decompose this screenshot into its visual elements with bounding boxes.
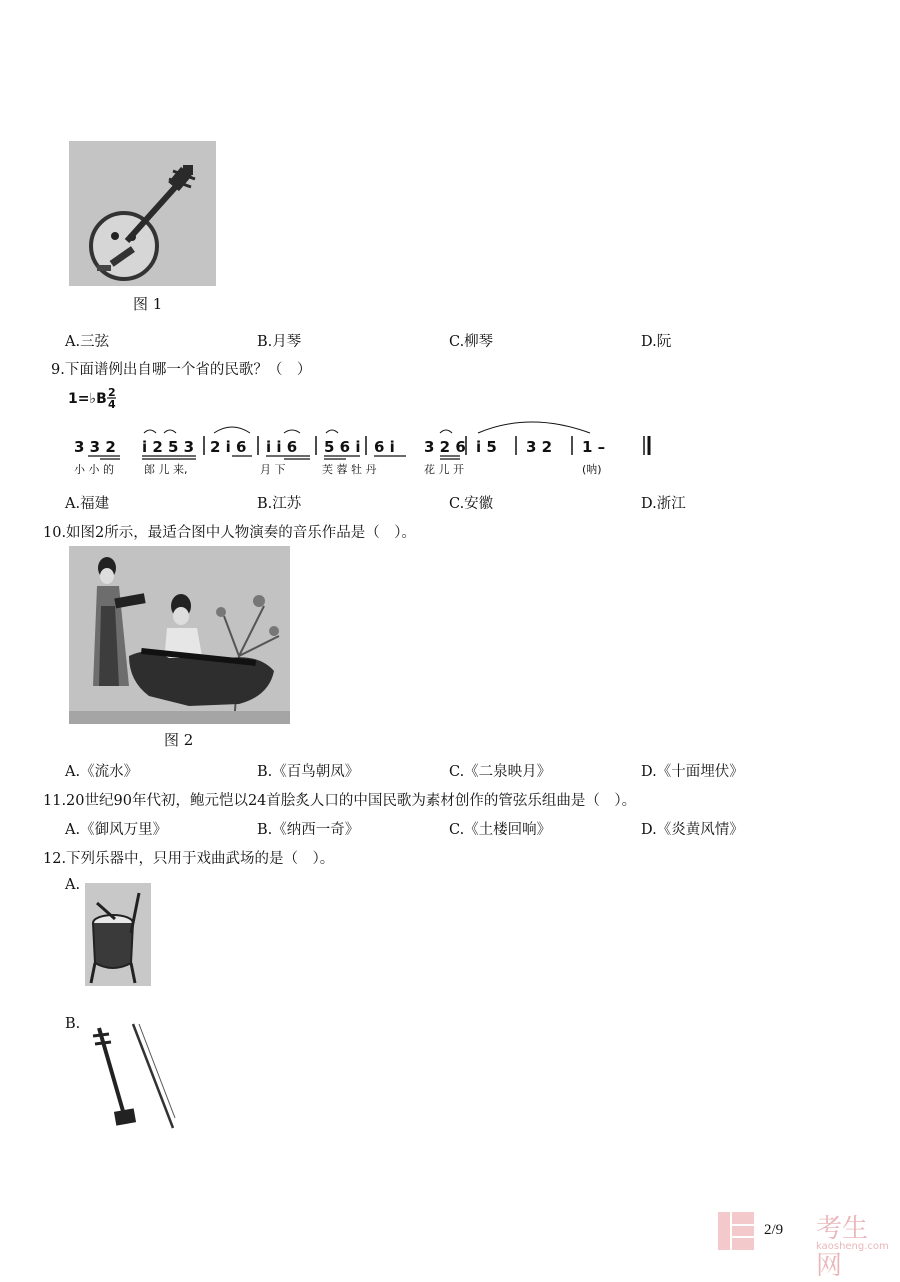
page-number: 2/9 [764,1222,784,1238]
q9-score [60,383,680,483]
q8-option-c[interactable]: C.柳琴 [449,334,494,350]
score-time-bottom: 4 [108,398,116,411]
score-note-4: i i 6 [266,438,298,456]
logo-text-cn: 考生网 [816,1214,869,1281]
score-time-top: 2 [108,386,116,399]
q10-option-c[interactable]: C.《二泉映月》 [449,764,552,780]
q11-question: 11.20世纪90年代初，鲍元恺以24首脍炙人口的中国民歌为素材创作的管弦乐组曲是（ ）。 [43,793,637,809]
score-lyric-2: 郎 儿 来, [144,463,188,476]
q8-option-a[interactable]: A.三弦 [65,334,110,350]
q12-option-b-image[interactable] [85,1022,180,1132]
figure1-image [69,141,216,286]
q10-option-b[interactable]: B.《百鸟朝凤》 [257,764,360,780]
score-note-9: 3 2 [526,438,553,456]
q12-option-a-label[interactable]: A. [65,877,81,893]
q9-option-d[interactable]: D.浙江 [641,496,686,512]
q12-option-a-image[interactable] [85,883,151,986]
score-lyric-1: 小 小 的 [74,463,114,476]
logo-text-url: kaosheng.com [816,1241,889,1252]
figure1-caption: 图 1 [133,295,163,313]
score-note-6: 6 i [374,438,395,456]
q9-option-c[interactable]: C.安徽 [449,496,494,512]
score-note-10: 1 – [582,438,606,456]
q8-option-b[interactable]: B.月琴 [257,334,302,350]
score-lyric-4: 芙 蓉 牡 丹 [322,463,377,476]
score-note-1: 3 3 2 [74,438,116,456]
q11-option-d[interactable]: D.《炎黄风情》 [641,822,744,838]
score-note-7: 3 2 6 [424,438,466,456]
jinghu-icon [85,1022,180,1132]
q8-option-d[interactable]: D.阮 [641,334,672,350]
q10-option-a[interactable]: A.《流水》 [65,764,139,780]
q9-option-b[interactable]: B.江苏 [257,496,302,512]
score-lyric-6: (呐) [582,463,602,476]
score-note-8: i 5 [476,438,497,456]
q9-option-a[interactable]: A.福建 [65,496,110,512]
drum-icon [85,883,151,986]
q10-question: 10.如图2所示，最适合图中人物演奏的音乐作品是（ ）。 [43,525,417,541]
q9-question: 9.下面谱例出自哪一个省的民歌？（ ） [51,362,312,378]
score-key: 1=♭B [68,391,107,407]
score-note-2: i 2 5 3 [142,438,195,456]
score-lyric-5: 花 儿 开 [424,463,464,476]
q12-option-b-label[interactable]: B. [65,1016,81,1032]
guqin-painting-icon [69,546,290,724]
figure2-caption: 图 2 [164,731,194,749]
ruan-instrument-icon [69,141,216,286]
q12-question: 12.下列乐器中，只用于戏曲武场的是（ ）。 [43,851,335,867]
site-logo [716,1208,889,1281]
score-note-5: 5 6 i [324,438,361,456]
score-note-3: 2 i 6 [210,438,247,456]
q10-option-d[interactable]: D.《十面埋伏》 [641,764,744,780]
q11-option-c[interactable]: C.《土楼回响》 [449,822,552,838]
score-lyric-3: 月 下 [260,463,286,476]
q11-option-a[interactable]: A.《御风万里》 [65,822,168,838]
q11-option-b[interactable]: B.《纳西一奇》 [257,822,360,838]
figure2-image [69,546,290,724]
logo-mark-icon [716,1208,756,1254]
